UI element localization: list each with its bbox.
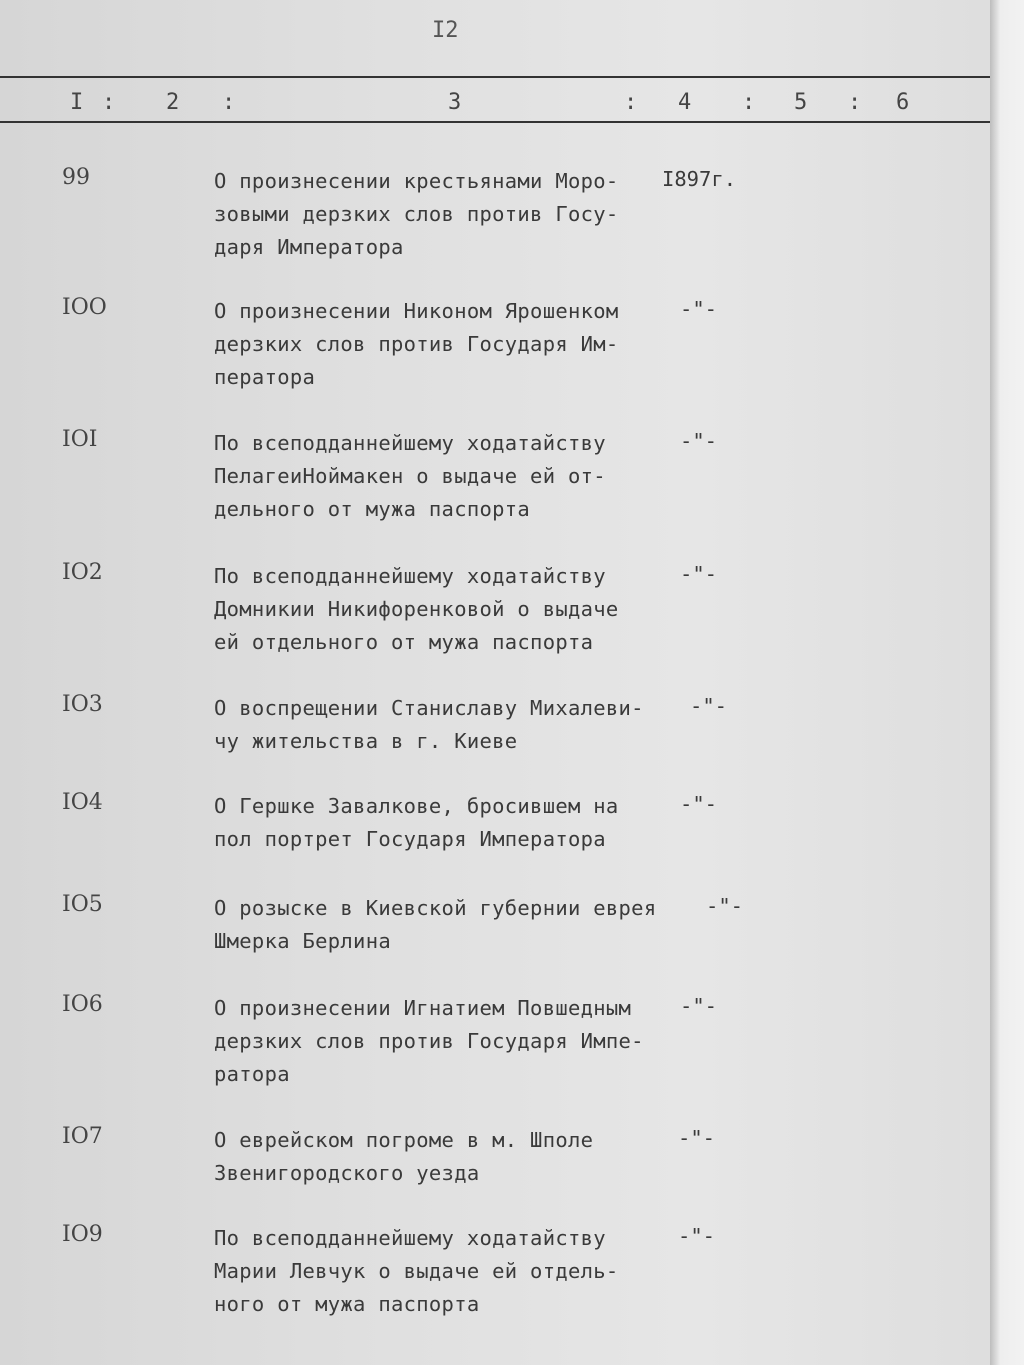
case-number: IO9 bbox=[62, 1222, 103, 1247]
case-title: По всеподданнейшему ходатайству Домникии Никифоренковой о выдаче ей отдельного от мужа паспорта bbox=[214, 564, 619, 654]
header-rule-top bbox=[0, 76, 990, 78]
column-separator: : bbox=[742, 90, 756, 115]
column-header-4: 4 bbox=[678, 90, 692, 115]
case-year: -"- bbox=[678, 1126, 716, 1150]
case-number: IO7 bbox=[62, 1124, 103, 1149]
case-title: О произнесении Игнатием Повшедным дерзких слов против Государя Импе- ратора bbox=[214, 996, 644, 1086]
column-separator: : bbox=[624, 90, 638, 115]
case-number: IO5 bbox=[62, 892, 103, 917]
case-title: О розыске в Киевской губернии еврея Шмерка Берлина bbox=[214, 896, 657, 953]
case-number: IOO bbox=[62, 295, 107, 320]
case-year: -"- bbox=[680, 994, 718, 1018]
case-number: IO6 bbox=[62, 992, 103, 1017]
column-header-3: 3 bbox=[448, 90, 462, 115]
case-title: О произнесении крестьянами Моро- зовыми дерзких слов против Госу- даря Императора bbox=[214, 169, 619, 259]
case-title: По всеподданнейшему ходатайству ПелагеиНоймакен о выдаче ей от- дельного от мужа паспорта bbox=[214, 431, 606, 521]
page-edge bbox=[990, 0, 1024, 1365]
case-title: О произнесении Никоном Ярошенком дерзких слов против Государя Им- ператора bbox=[214, 299, 619, 389]
case-year: -"- bbox=[678, 1224, 716, 1248]
case-number: 99 bbox=[62, 165, 90, 190]
header-rule-bottom bbox=[0, 121, 990, 123]
column-separator: : bbox=[848, 90, 862, 115]
column-header-5: 5 bbox=[794, 90, 808, 115]
case-title: О еврейском погроме в м. Шполе Звенигородского уезда bbox=[214, 1128, 594, 1185]
case-title: По всеподданнейшему ходатайству Марии Левчук о выдаче ей отдель- ного от мужа паспорта bbox=[214, 1226, 619, 1316]
column-separator: : bbox=[222, 90, 236, 115]
case-year: -"- bbox=[680, 562, 718, 586]
case-year: -"- bbox=[680, 792, 718, 816]
column-header-6: 6 bbox=[896, 90, 910, 115]
case-year: -"- bbox=[706, 894, 744, 918]
column-header-2: 2 bbox=[166, 90, 180, 115]
column-separator: : bbox=[102, 90, 116, 115]
column-header-1: I bbox=[70, 90, 84, 115]
case-year: I897г. bbox=[662, 167, 737, 191]
case-number: IO3 bbox=[62, 692, 103, 717]
case-number: IOI bbox=[62, 427, 98, 452]
case-year: -"- bbox=[680, 297, 718, 321]
case-title: О Гершке Завалкове, бросившем на пол портрет Государя Императора bbox=[214, 794, 619, 851]
case-year: -"- bbox=[680, 429, 718, 453]
case-number: IO2 bbox=[62, 560, 103, 585]
case-year: -"- bbox=[690, 694, 728, 718]
case-number: IO4 bbox=[62, 790, 103, 815]
page-number: I2 bbox=[432, 18, 459, 43]
case-title: О воспрещении Станиславу Михалеви- чу жительства в г. Киеве bbox=[214, 696, 644, 753]
